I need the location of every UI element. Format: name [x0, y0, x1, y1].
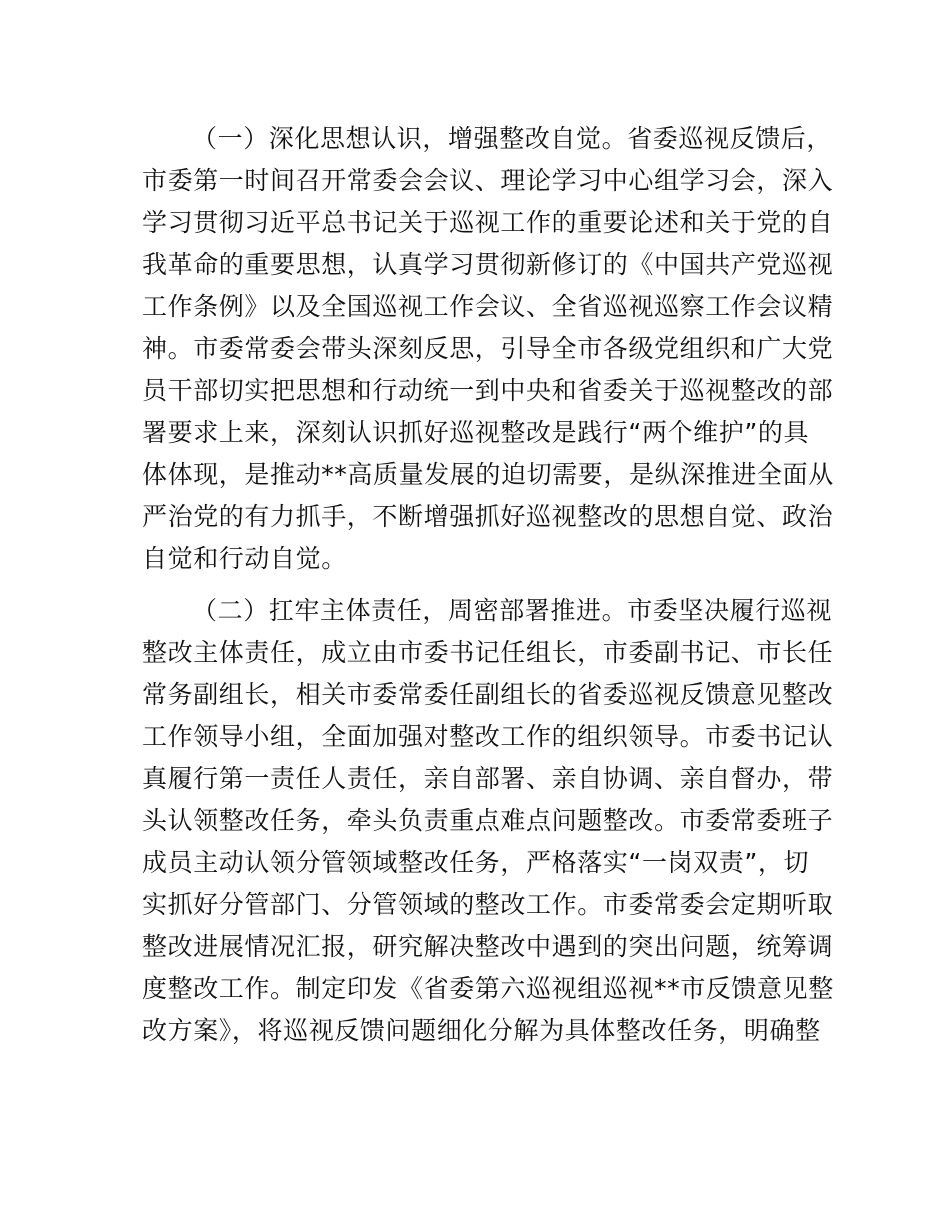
paragraph-main-responsibility	[142, 590, 834, 1052]
text-line: 实抓好分管部门、分管领域的整改工作。市委常委会定期听取	[142, 890, 834, 919]
document-body	[142, 118, 834, 1052]
text-line: 体体现，是推动**高质量发展的迫切需要，是纵深推进全面从	[142, 460, 834, 489]
text-line: 常务副组长，相关市委常委任副组长的省委巡视反馈意见整改	[142, 680, 834, 709]
text-line: 学习贯彻习近平总书记关于巡视工作的重要论述和关于党的自	[142, 208, 834, 237]
text-line: 度整改工作。制定印发《省委第六巡视组巡视**市反馈意见整	[142, 974, 834, 1003]
text-line: 我革命的重要思想，认真学习贯彻新修订的《中国共产党巡视	[142, 250, 834, 279]
text-line: 神。市委常委会带头深刻反思，引导全市各级党组织和广大党	[142, 334, 834, 363]
text-line: 署要求上来，深刻认识抓好巡视整改是践行“两个维护”的具	[142, 418, 810, 447]
text-line: 改方案》，将巡视反馈问题细化分解为具体整改任务，明确整	[142, 1016, 821, 1045]
text-line: 员干部切实把思想和行动统一到中央和省委关于巡视整改的部	[142, 376, 834, 405]
text-line: （二）扛牢主体责任，周密部署推进。市委坚决履行巡视	[192, 596, 833, 625]
text-line: 整改进展情况汇报，研究解决整改中遇到的突出问题，统筹调	[142, 932, 834, 961]
text-line: 真履行第一责任人责任，亲自部署、亲自协调、亲自督办，带	[142, 764, 834, 793]
text-line: （一）深化思想认识，增强整改自觉。省委巡视反馈后，	[192, 124, 833, 153]
text-line: 工作条例》以及全国巡视工作会议、全省巡视巡察工作会议精	[142, 292, 834, 321]
text-line: 严治党的有力抓手，不断增强抓好巡视整改的思想自觉、政治	[142, 502, 834, 531]
text-line: 工作领导小组，全面加强对整改工作的组织领导。市委书记认	[142, 722, 834, 751]
text-line: 成员主动认领分管领域整改任务，严格落实“一岗双责”，切	[142, 848, 810, 877]
text-line: 整改主体责任，成立由市委书记任组长，市委副书记、市长任	[142, 638, 834, 667]
text-line: 头认领整改任务，牵头负责重点难点问题整改。市委常委班子	[142, 806, 834, 835]
text-line: 自觉和行动自觉。	[142, 544, 347, 573]
text-line: 市委第一时间召开常委会会议、理论学习中心组学习会，深入	[142, 166, 834, 195]
paragraph-deepen-understanding	[142, 118, 834, 580]
